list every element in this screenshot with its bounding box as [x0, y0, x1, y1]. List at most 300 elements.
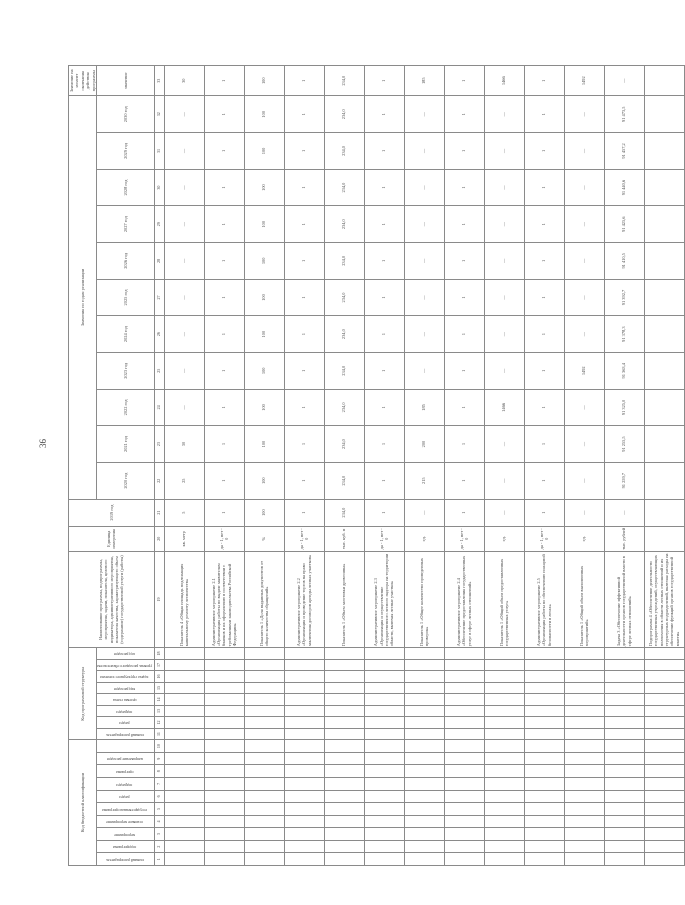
code-cell [564, 717, 604, 729]
unit-cell: да - 1, нет - 0 [444, 526, 484, 551]
values-group-header: Значения по годам реализации [69, 96, 97, 499]
year-value-cell: — [404, 169, 444, 206]
final-value-cell: 100 [244, 66, 284, 96]
year-value-cell: 1 [204, 462, 244, 499]
code-cell [644, 740, 684, 753]
code-cell [444, 752, 484, 765]
year-column-header: 2030 год [97, 96, 155, 133]
code-cell [444, 659, 484, 671]
code-cell [524, 717, 564, 729]
year-value-cell: 91 259,7 [604, 462, 644, 499]
code-cell [484, 717, 524, 729]
code-cell [244, 815, 284, 828]
code-cell [204, 840, 244, 853]
year-value-cell: — [564, 206, 604, 243]
program-code-subheader [97, 853, 155, 866]
year-value-cell: 1 [364, 133, 404, 170]
year-value-cell: 1 [364, 352, 404, 389]
year-value-cell: 1 [524, 206, 564, 243]
code-cell [444, 778, 484, 791]
year-value-cell: 1 [364, 96, 404, 133]
column-number: 22 [154, 462, 164, 499]
code-cell [564, 840, 604, 853]
year-value-cell: 100 [244, 206, 284, 243]
budget-code-group-header: Код программной структуры [69, 648, 97, 740]
code-cell [404, 752, 444, 765]
code-cell [444, 740, 484, 753]
year-value-cell: 234,0 [324, 206, 364, 243]
code-cell [164, 828, 204, 841]
year-value-cell: 100 [244, 352, 284, 389]
program-code-subheader-label: мероприятие [114, 832, 136, 837]
code-cell [484, 778, 524, 791]
code-cell [364, 828, 404, 841]
column-numbers-row [154, 66, 164, 866]
code-cell [604, 671, 644, 683]
code-cell [524, 671, 564, 683]
code-cell [564, 853, 604, 866]
code-cell [564, 648, 604, 660]
code-cell [284, 790, 324, 803]
indicator-name-cell: Подпрограмма 4 «Обеспечение деятельности государственных учреждений, осуществляющих полномочия в области лесных отношений и их структурных подразделений, включая расходы на обеспечение функций органов государственной власти» [644, 551, 684, 647]
year-value-cell: 1 [444, 96, 484, 133]
table-row [484, 66, 524, 866]
base-value-cell: 1 [284, 499, 324, 526]
year-value-cell: — [484, 462, 524, 499]
unit-cell: да - 1, нет - 0 [284, 526, 324, 551]
table-row [364, 66, 404, 866]
code-cell [604, 790, 644, 803]
code-cell [484, 765, 524, 778]
code-cell [244, 752, 284, 765]
code-cell [404, 815, 444, 828]
code-cell [364, 765, 404, 778]
year-value-cell: 1 [284, 389, 324, 426]
year-value-cell: 100 [244, 279, 284, 316]
year-value-cell: — [404, 96, 444, 133]
program-code-subheader [97, 803, 155, 816]
code-cell [244, 828, 284, 841]
code-cell [524, 790, 564, 803]
code-cell [604, 717, 644, 729]
code-cell [284, 671, 324, 683]
table-row [204, 66, 244, 866]
base-value-cell: — [564, 499, 604, 526]
year-value-cell [644, 169, 684, 206]
year-column-header: 2028 год [97, 169, 155, 206]
code-cell [404, 671, 444, 683]
year-value-cell: 1 [204, 206, 244, 243]
column-number: 32 [154, 96, 164, 133]
code-cell [484, 648, 524, 660]
year-column-header: 2024 год [97, 316, 155, 353]
table-body [164, 66, 684, 866]
year-value-cell: — [484, 243, 524, 280]
code-cell [284, 778, 324, 791]
code-cell [284, 659, 324, 671]
code-cell [444, 671, 484, 683]
year-value-cell: 1 [364, 316, 404, 353]
unit-cell: % [244, 526, 284, 551]
year-value-cell: 1 [284, 316, 324, 353]
code-cell [284, 840, 324, 853]
code-cell [164, 705, 204, 717]
code-cell [484, 705, 524, 717]
code-cell [364, 803, 404, 816]
column-number: 7 [154, 778, 164, 791]
year-value-cell: 234,0 [324, 243, 364, 280]
code-cell [204, 659, 244, 671]
table-row [404, 66, 444, 866]
code-cell [324, 659, 364, 671]
name-column-header: Наименование программы, подпрограммы, мероприятия, задачи, показателя, целевого индикатора, административного мероприятия, показателя качества, характеризующего объем (содержание) государственной услуги (работы) [69, 551, 155, 647]
year-value-cell [644, 352, 684, 389]
final-value-cell: 1 [524, 66, 564, 96]
code-cell [484, 671, 524, 683]
code-cell [284, 682, 324, 694]
year-value-cell: 1 [284, 352, 324, 389]
code-cell [644, 671, 684, 683]
budget-code-subheader-label: уровень расходного обязательства [97, 663, 153, 668]
code-cell [164, 717, 204, 729]
code-cell [364, 840, 404, 853]
code-cell [524, 853, 564, 866]
budget-code-subheader [97, 728, 155, 740]
column-number: 1 [154, 853, 164, 866]
program-code-group-header: Код бюджетной классификации [69, 740, 97, 866]
code-cell [524, 648, 564, 660]
code-cell [284, 728, 324, 740]
year-value-cell: — [484, 426, 524, 463]
code-cell [164, 853, 204, 866]
year-value-cell: 1 [524, 133, 564, 170]
code-cell [204, 740, 244, 753]
code-cell [244, 694, 284, 706]
code-cell [364, 717, 404, 729]
column-number: 4 [154, 815, 164, 828]
year-value-cell: 234,0 [324, 169, 364, 206]
column-number: 11 [154, 728, 164, 740]
code-cell [244, 840, 284, 853]
year-value-cell: 1 [364, 206, 404, 243]
year-value-cell: 1 [444, 279, 484, 316]
year-value-cell: — [404, 279, 444, 316]
year-value-cell: — [164, 389, 204, 426]
code-cell [484, 682, 524, 694]
year-value-cell: 1 [444, 462, 484, 499]
code-cell [404, 717, 444, 729]
code-cell [244, 659, 284, 671]
program-code-subheader [97, 752, 155, 765]
unit-cell: да - 1, нет - 0 [204, 526, 244, 551]
year-value-cell: — [404, 206, 444, 243]
code-cell [284, 740, 324, 753]
code-cell [604, 648, 644, 660]
code-cell [564, 694, 604, 706]
year-value-cell: 1 [444, 243, 484, 280]
code-cell [324, 728, 364, 740]
year-value-cell: — [484, 316, 524, 353]
code-cell [564, 682, 604, 694]
column-number: 2 [154, 840, 164, 853]
column-number: 18 [154, 648, 164, 660]
year-value-cell: — [164, 243, 204, 280]
program-code-subheader [97, 765, 155, 778]
code-cell [284, 815, 324, 828]
code-cell [644, 803, 684, 816]
code-cell [404, 840, 444, 853]
final-value-cell: 1 [204, 66, 244, 96]
code-cell [524, 694, 564, 706]
year-value-cell: 234,0 [324, 133, 364, 170]
year-value-cell: 200 [404, 426, 444, 463]
code-cell [364, 682, 404, 694]
year-value-cell: 91 378,3 [604, 316, 644, 353]
code-cell [364, 694, 404, 706]
year-value-cell: 1 [524, 96, 564, 133]
year-value-cell: 1 [524, 279, 564, 316]
column-number: 5 [154, 803, 164, 816]
code-cell [284, 765, 324, 778]
year-value-cell [644, 316, 684, 353]
code-cell [524, 752, 564, 765]
program-code-subheader [97, 790, 155, 803]
program-code-subheader [97, 840, 155, 853]
year-column-header: 2029 год [97, 133, 155, 170]
code-cell [284, 717, 324, 729]
year-value-cell: 234,0 [324, 279, 364, 316]
year-value-cell: 1 [204, 169, 244, 206]
table-row [524, 66, 564, 866]
column-number: 19 [154, 551, 164, 647]
year-value-cell: — [404, 316, 444, 353]
budget-code-subheader [97, 694, 155, 706]
budget-code-subheader [97, 648, 155, 660]
code-cell [564, 659, 604, 671]
column-number: 16 [154, 671, 164, 683]
code-cell [204, 717, 244, 729]
code-cell [484, 790, 524, 803]
code-cell [164, 815, 204, 828]
code-cell [324, 778, 364, 791]
column-number: 25 [154, 352, 164, 389]
code-cell [644, 682, 684, 694]
column-number: 31 [154, 133, 164, 170]
year-value-cell: 1 [444, 206, 484, 243]
year-column-header: 2020 год [97, 462, 155, 499]
code-cell [164, 752, 204, 765]
code-cell [444, 648, 484, 660]
column-number: 21 [154, 499, 164, 526]
year-value-cell: 1466 [484, 389, 524, 426]
code-cell [404, 694, 444, 706]
year-value-cell: 1 [284, 243, 324, 280]
code-cell [404, 803, 444, 816]
year-value-cell [644, 96, 684, 133]
budget-code-subheader-label: код расходов [114, 652, 135, 657]
year-value-cell: 100 [244, 133, 284, 170]
code-cell [564, 778, 604, 791]
code-cell [204, 815, 244, 828]
year-value-cell: 91 255,5 [604, 426, 644, 463]
year-value-cell [644, 426, 684, 463]
code-cell [244, 728, 284, 740]
year-value-cell: 234,0 [324, 462, 364, 499]
unit-cell: ед. [564, 526, 604, 551]
code-cell [604, 682, 644, 694]
year-value-cell: — [404, 243, 444, 280]
code-cell [604, 694, 644, 706]
indicator-name-cell: Показатель 1 «Общий объем предоставленных государственных услуг» [484, 551, 524, 647]
year-value-cell: 1 [364, 389, 404, 426]
indicator-name-cell: Показатель 4 «Общая площадь подлежащих капитальному ремонту лесничеств» [164, 551, 204, 647]
year-value-cell: 100 [244, 243, 284, 280]
year-value-cell: 91 410,5 [604, 243, 644, 280]
code-cell [644, 765, 684, 778]
code-cell [284, 694, 324, 706]
code-cell [204, 828, 244, 841]
indicator-name-cell: Показатель 1 «Общее количество проведенных проверок» [404, 551, 444, 647]
year-value-cell [644, 133, 684, 170]
unit-column-header: Единица измерения [69, 526, 155, 551]
code-cell [484, 740, 524, 753]
code-cell [364, 705, 404, 717]
code-cell [444, 790, 484, 803]
year-value-cell: 1 [444, 389, 484, 426]
code-cell [164, 790, 204, 803]
year-value-cell: 1 [444, 169, 484, 206]
budget-code-subheader [97, 705, 155, 717]
code-cell [364, 648, 404, 660]
code-cell [604, 705, 644, 717]
base-value-cell: 1 [444, 499, 484, 526]
year-value-cell: — [564, 389, 604, 426]
year-value-cell: — [404, 133, 444, 170]
code-cell [324, 803, 364, 816]
program-code-subheader [97, 740, 155, 753]
column-number: 27 [154, 279, 164, 316]
final-value-cell: 185 [404, 66, 444, 96]
indicator-name-cell: Задача 3 «Обеспечение эффективной деятельности органов государственной власти в сфере лесных отношений» [604, 551, 644, 647]
year-value-cell: 215 [404, 462, 444, 499]
year-value-cell: 234,0 [324, 316, 364, 353]
table-row [284, 66, 324, 866]
year-value-cell: 1 [444, 316, 484, 353]
year-value-cell: 1 [204, 426, 244, 463]
code-cell [324, 705, 364, 717]
code-cell [604, 740, 644, 753]
program-code-subheader-label: основное мероприятие [106, 820, 144, 825]
year-value-cell: 1492 [564, 352, 604, 389]
year-value-cell: 100 [244, 462, 284, 499]
base-year-header: 2019 год [69, 499, 155, 526]
year-value-cell [644, 279, 684, 316]
year-value-cell: 1 [204, 133, 244, 170]
budget-code-subheader [97, 682, 155, 694]
year-value-cell: — [564, 243, 604, 280]
year-value-cell: 1 [204, 389, 244, 426]
code-cell [644, 752, 684, 765]
program-code-subheader-label: раздел [119, 795, 130, 800]
code-cell [444, 803, 484, 816]
code-cell [324, 648, 364, 660]
column-number: 26 [154, 316, 164, 353]
code-cell [244, 671, 284, 683]
code-cell [204, 728, 244, 740]
code-cell [524, 659, 564, 671]
code-cell [204, 682, 244, 694]
code-cell [604, 659, 644, 671]
year-value-cell: 100 [244, 96, 284, 133]
year-value-cell: 1 [364, 169, 404, 206]
year-value-cell: 1 [444, 133, 484, 170]
code-cell [324, 790, 364, 803]
code-cell [564, 740, 604, 753]
code-cell [604, 778, 644, 791]
indicator-name-cell: Показатель 1 «Общий объем выполненных мероприятий» [564, 551, 604, 647]
code-cell [244, 717, 284, 729]
code-cell [364, 752, 404, 765]
code-cell [644, 694, 684, 706]
program-code-subheader [97, 828, 155, 841]
year-value-cell: — [564, 169, 604, 206]
code-cell [604, 815, 644, 828]
column-number: 23 [154, 426, 164, 463]
code-cell [164, 803, 204, 816]
program-code-subheader-label: направление расходов [106, 757, 143, 762]
program-code-subheader-label: главный распорядитель [105, 857, 144, 862]
code-cell [444, 840, 484, 853]
code-cell [524, 778, 564, 791]
code-cell [164, 840, 204, 853]
code-cell [164, 659, 204, 671]
code-cell [444, 765, 484, 778]
base-value-cell: 1 [364, 499, 404, 526]
table-row [444, 66, 484, 866]
year-value-cell: 1 [284, 96, 324, 133]
column-number: 13 [154, 705, 164, 717]
column-number: 28 [154, 243, 164, 280]
code-cell [364, 778, 404, 791]
base-value-cell: — [404, 499, 444, 526]
year-value-cell: 91 363,4 [604, 352, 644, 389]
final-value-group-header: Значение на момент окончания действия программы [69, 66, 97, 96]
code-cell [204, 853, 244, 866]
code-cell [324, 765, 364, 778]
code-cell [524, 828, 564, 841]
code-cell [244, 740, 284, 753]
year-value-cell: 30 [164, 426, 204, 463]
unit-cell: да - 1, нет - 0 [524, 526, 564, 551]
code-cell [284, 648, 324, 660]
code-cell [644, 853, 684, 866]
code-cell [524, 803, 564, 816]
year-value-cell: 25 [164, 462, 204, 499]
code-cell [564, 765, 604, 778]
year-column-header: 2021 год [97, 426, 155, 463]
code-cell [244, 853, 284, 866]
page-number: 36 [38, 439, 48, 448]
column-number: 29 [154, 206, 164, 243]
column-number: 8 [154, 765, 164, 778]
column-number: 14 [154, 694, 164, 706]
code-cell [524, 840, 564, 853]
code-cell [404, 728, 444, 740]
code-cell [484, 659, 524, 671]
year-value-cell: — [484, 169, 524, 206]
code-cell [204, 778, 244, 791]
header-row-2 [97, 66, 155, 866]
